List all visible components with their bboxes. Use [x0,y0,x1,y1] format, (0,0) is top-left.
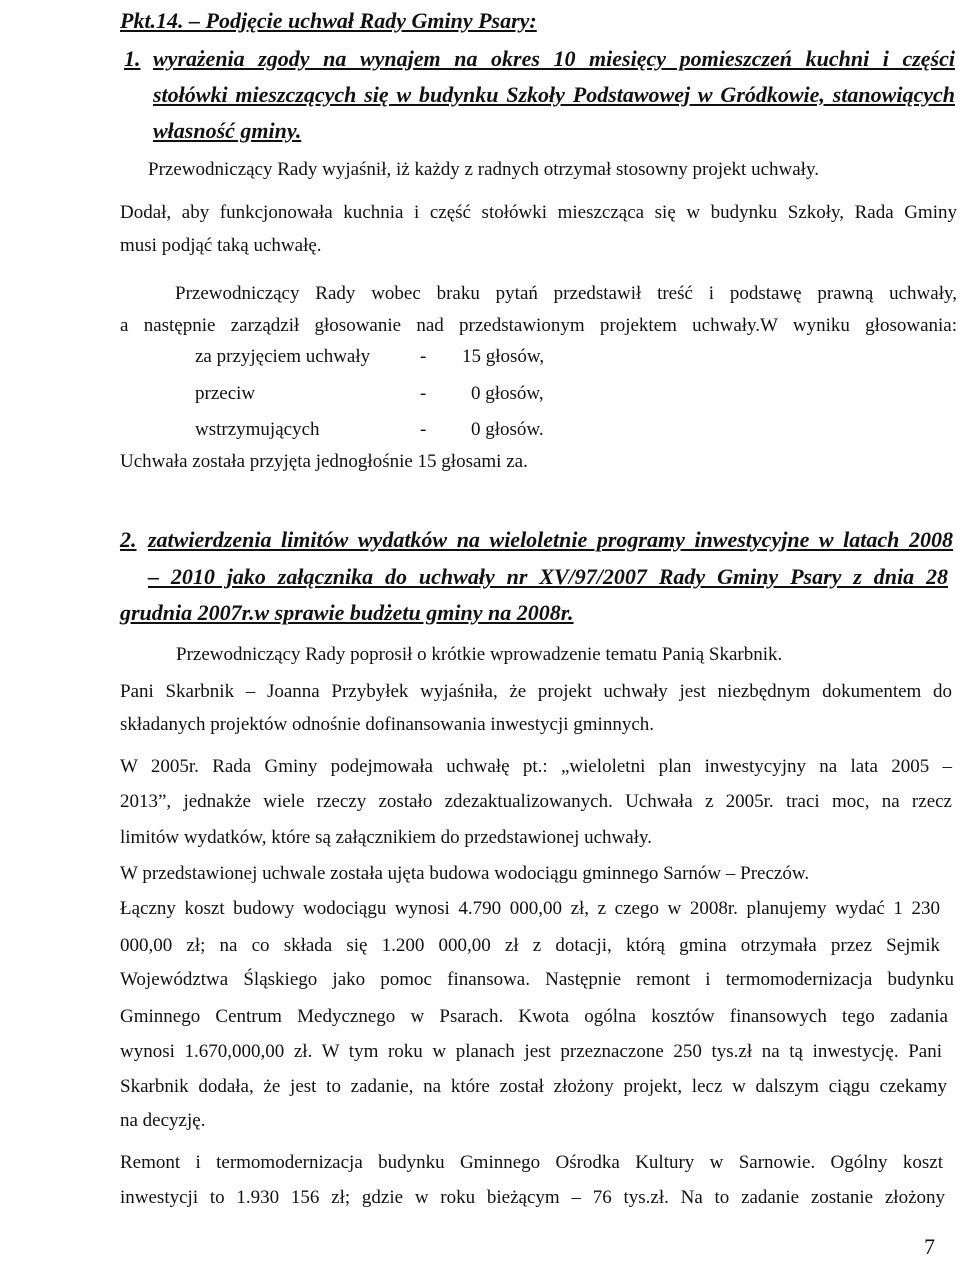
item1-paragraph-5: a następnie zarządził głosowanie nad przedstawionym projektem uchwały.W wyniku głosowania: [120,315,957,336]
item2-heading-line-3: grudnia 2007r.w sprawie budżetu gminy na 2008r. [120,600,574,625]
item2-line-11: Gminnego Centrum Medycznego w Psarach. Kwota ogólna kosztów finansowych tego zadania [120,1006,948,1027]
item2-line-14: na decyzję. [120,1110,206,1131]
item1-heading-line-2: stołówki mieszczących się w budynku Szkoły Podstawowej w Gródkowie, stanowiących [153,82,955,107]
vote-label: wstrzymujących [195,419,320,440]
item2-heading-line-1: zatwierdzenia limitów wydatków na wieloletnie programy inwestycyjne w latach 2008 [148,527,953,552]
item1-paragraph-1: Przewodniczący Rady wyjaśnił, iż każdy z radnych otrzymał stosowny projekt uchwały. [148,159,819,180]
item2-line-10: Województwa Śląskiego jako pomoc finansowa. Następnie remont i termomodernizacja budynku [120,969,954,990]
section-title: Pkt.14. – Podjęcie uchwał Rady Gminy Psary: [120,8,537,33]
item2-line-8: Łączny koszt budowy wodociągu wynosi 4.790 000,00 zł, z czego w 2008r. planujemy wydać 1 230 [120,898,940,919]
item1-heading-line-1: wyrażenia zgody na wynajem na okres 10 miesięcy pomieszczeń kuchni i części [153,46,955,71]
vote-dash: - [420,419,427,440]
item1-paragraph-2: Dodał, aby funkcjonowała kuchnia i część stołówki mieszcząca się w budynku Szkoły, Rada Gminy [120,202,957,223]
item2-number: 2. [120,527,137,552]
vote-label: przeciw [195,383,256,404]
vote-count: 0 głosów, [471,383,544,404]
item1-paragraph-3: musi podjąć taką uchwałę. [120,235,322,256]
item2-line-12: wynosi 1.670,000,00 zł. W tym roku w planach jest przeznaczone 250 tys.zł na tą inwestycję. Pani [120,1041,942,1062]
vote-count: 0 głosów. [471,419,544,440]
item2-line-4: W 2005r. Rada Gminy podejmowała uchwałę pt.: „wieloletni plan inwestycyjny na lata 2005 – [120,756,952,777]
item2-line-16: inwestycji to 1.930 156 zł; gdzie w roku bieżącym – 76 tys.zł. Na to zadanie zostanie złożony [120,1187,945,1208]
item2-line-7: W przedstawionej uchwale została ujęta budowa wodociągu gminnego Sarnów – Preczów. [120,863,810,884]
page-number: 7 [924,1234,935,1259]
vote-label: za przyjęciem uchwały [195,346,371,367]
item2-line-2: Pani Skarbnik – Joanna Przybyłek wyjaśniła, że projekt uchwały jest niezbędnym dokumentem do [120,681,952,702]
item2-line-9: 000,00 zł; na co składa się 1.200 000,00 zł z dotacji, którą gmina otrzymała przez Sejmik [120,935,940,956]
item1-result: Uchwała została przyjęta jednogłośnie 15 głosami za. [120,451,528,472]
item1-heading-line-3: własność gminy. [153,118,302,143]
item2-line-6: limitów wydatków, które są załącznikiem do przedstawionej uchwały. [120,827,653,848]
item2-heading-line-2: – 2010 jako załącznika do uchwały nr XV/97/2007 Rady Gminy Psary z dnia 28 [148,564,948,589]
item1-number: 1. [124,46,141,71]
item1-paragraph-4: Przewodniczący Rady wobec braku pytań przedstawił treść i podstawę prawną uchwały, [175,283,957,304]
item2-line-3: składanych projektów odnośnie dofinansowania inwestycji gminnych. [120,714,655,735]
item2-line-13: Skarbnik dodała, że jest to zadanie, na które został złożony projekt, lecz w dalszym ciągu czekamy [120,1076,947,1097]
vote-dash: - [420,346,427,367]
vote-dash: - [420,383,427,404]
item2-line-15: Remont i termomodernizacja budynku Gminnego Ośrodka Kultury w Sarnowie. Ogólny koszt [120,1152,943,1173]
item2-line-5: 2013”, jednakże wiele rzeczy zostało zdezaktualizowanych. Uchwała z 2005r. traci moc, na rzecz [120,791,952,812]
item2-line-1: Przewodniczący Rady poprosił o krótkie wprowadzenie tematu Panią Skarbnik. [176,644,783,665]
vote-count: 15 głosów, [462,346,545,367]
